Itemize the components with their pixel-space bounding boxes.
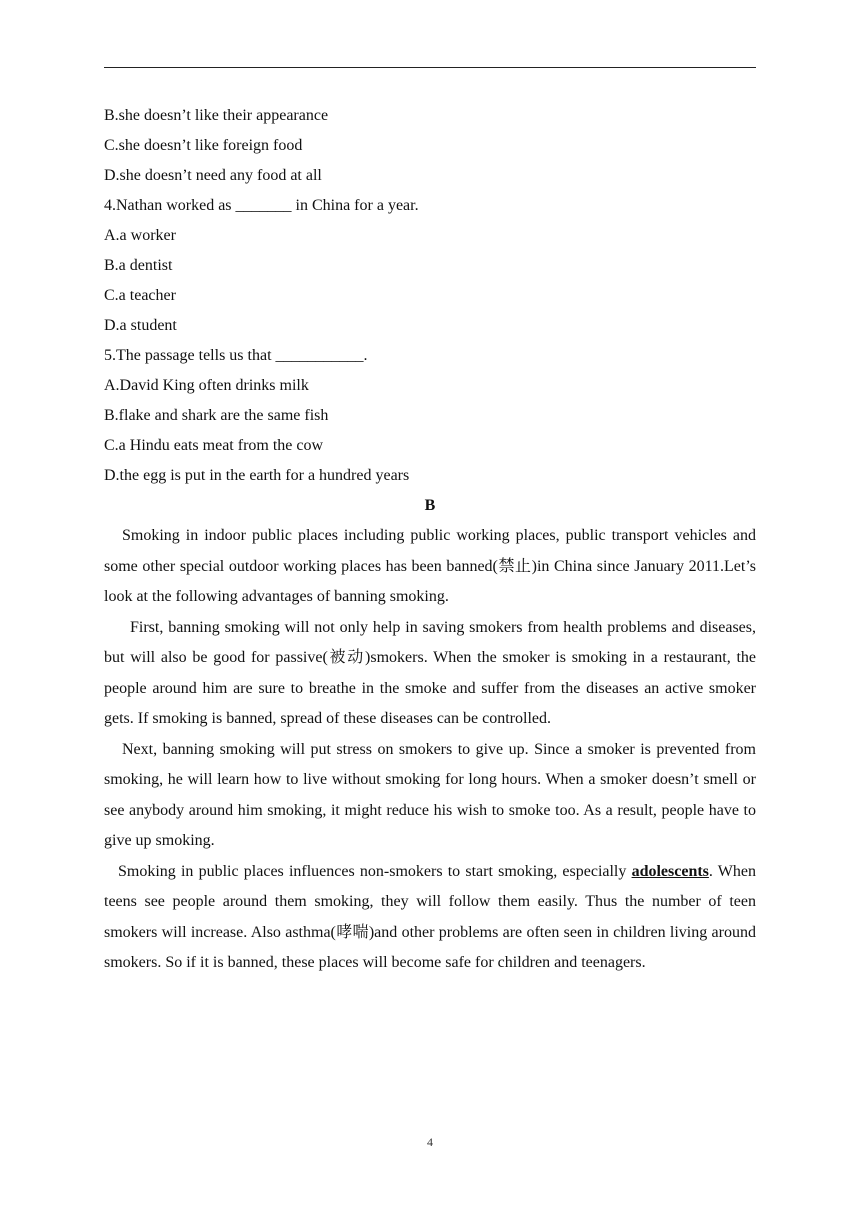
section-b-heading: B [424,497,436,514]
paragraph-4-text-before: Smoking in public places influences non-smokers to start smoking, especially [118,862,632,880]
q4-stem: 4.Nathan worked as _______ in China for a year. [104,197,419,214]
q5-option-b: B.flake and shark are the same fish [104,407,329,424]
q4-option-b: B.a dentist [104,257,173,274]
paragraph-4-text-after: . When teens see people around them smoking, they will follow them easily. Thus the number of teen smokers will increase. Also asthma(哮喘)and other problems are often seen in children living around smokers. So if it is banned, these places will become safe for children and teenagers. [104,862,756,971]
q3-option-c: C.she doesn’t like foreign food [104,137,303,154]
page-content [104,101,756,979]
keyword-adolescents: adolescents [631,862,709,880]
q3-option-d: D.she doesn’t need any food at all [104,167,322,184]
section-b-paragraph-2: First, banning smoking will not only help in saving smokers from health problems and diseases, but will also be good for passive(被动)smokers. When the smoker is smoking in a restaurant, the people around him are sure to breathe in the smoke and suffer from the diseases an active smoker gets. If smoking is banned, spread of these diseases can be controlled. [104,618,756,727]
section-b-paragraph-3: Next, banning smoking will put stress on smokers to give up. Since a smoker is prevented from smoking, he will learn how to live without smoking for long hours. When a smoker doesn’t smell or see anybody around him smoking, it might reduce his wish to smoke too. As a result, people have to give up smoking. [104,740,756,849]
q4-option-c: C.a teacher [104,287,176,304]
q4-option-a: A.a worker [104,227,176,244]
q4-option-d: D.a student [104,317,177,334]
q3-option-b: B.she doesn’t like their appearance [104,107,329,124]
section-b-paragraph-4 [104,857,756,979]
header-rule [104,67,756,68]
q5-option-c: C.a Hindu eats meat from the cow [104,437,324,454]
section-b-paragraph-1: Smoking in indoor public places including public working places, public transport vehicles and some other special outdoor working places has been banned(禁止)in China since January 2011.Let’s look at the following advantages of banning smoking. [104,527,756,605]
q5-option-a: A.David King often drinks milk [104,377,309,394]
page-number: 4 [427,1135,433,1149]
q5-option-d: D.the egg is put in the earth for a hundred years [104,467,410,484]
q5-stem: 5.The passage tells us that ___________. [104,347,368,364]
